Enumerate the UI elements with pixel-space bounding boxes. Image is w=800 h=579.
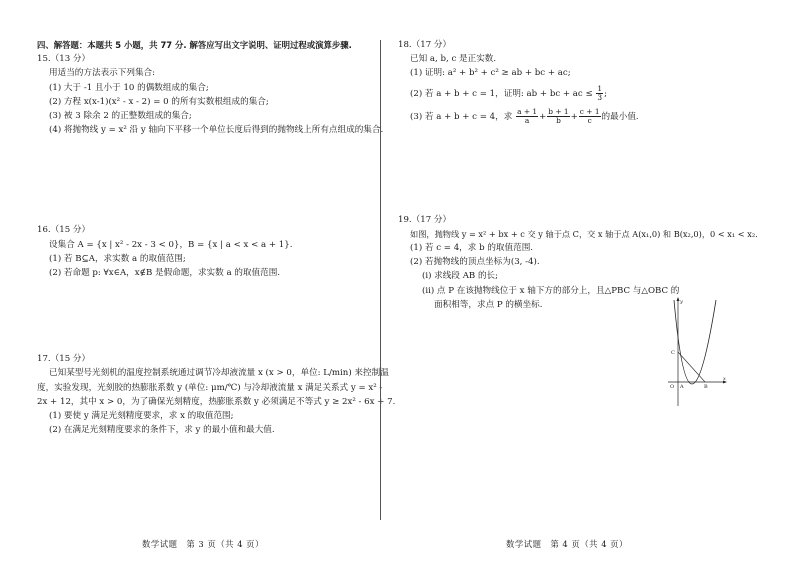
question-15 — [37, 52, 384, 137]
q18-item-2-suffix: ; — [604, 88, 608, 99]
q18-item-2-fraction — [596, 85, 603, 102]
column-divider — [380, 40, 381, 520]
q17-number: 17.（15 分） — [37, 354, 91, 365]
q15-item-2: (2) 方程 x(x-1)(x² - x - 2) = 0 的所有实数根组成的集合; — [49, 96, 269, 107]
fraction-denominator: c — [587, 115, 592, 125]
label-b: B — [704, 384, 708, 390]
fraction-denominator: a — [524, 115, 530, 125]
q16-item-2: (2) 若命题 p: ∀x∈A，x∉B 是假命题，求实数 a 的取值范围. — [49, 268, 281, 279]
q15-intro: 用适当的方法表示下列集合: — [49, 68, 156, 79]
question-16 — [37, 223, 362, 280]
q18-fraction-b — [547, 108, 569, 125]
fraction-denominator: b — [556, 115, 561, 125]
q19-item-1: (1) 若 c = 4，求 b 的取值范围. — [410, 243, 534, 254]
label-a: A — [680, 384, 684, 390]
q15-number: 15.（13 分） — [37, 54, 91, 65]
label-c: C — [671, 350, 675, 356]
fraction-denominator: 3 — [597, 92, 603, 102]
q18-intro: 已知 a, b, c 是正实数. — [410, 54, 497, 65]
fraction-numerator: c + 1 — [579, 106, 600, 116]
left-column — [37, 38, 396, 437]
q18-fraction-c — [579, 108, 601, 125]
fraction-numerator: 1 — [597, 83, 603, 93]
segment-bc — [678, 352, 705, 382]
q18-fraction-a — [516, 108, 538, 125]
footer-page-3: 数学试题 第 3 页（共 4 页） — [142, 539, 264, 549]
section-header: 四、解答题：本题共 5 小题，共 77 分. 解答应写出文字说明、证明过程或演算步骤. — [37, 40, 352, 50]
q19-sub-2-line-2: 面积相等，求点 P 的横坐标. — [434, 299, 543, 310]
q17-text-line-2: 度，实验发现，光刻胶的热膨胀系数 y (单位: μm/℃) 与冷却液流量 x 满足关系式 y = x² - — [37, 382, 383, 393]
q19-sub-1: (ⅰ) 求线段 AB 的长; — [422, 271, 499, 282]
q16-number: 16.（15 分） — [37, 225, 91, 236]
q15-item-3: (3) 被 3 除余 2 的正整数组成的集合; — [49, 111, 192, 122]
label-y: y — [680, 299, 683, 305]
q17-text-line-3: 2x + 12，其中 x > 0，为了确保光刻精度，热膨胀系数 y 必须满足不等式 y ≥ 2x² - 6x + 7. — [37, 396, 396, 407]
right-column — [398, 38, 758, 312]
q18-item-3: (3) 若 a + b + c = 4，求 $\frac{a + 1}{a}$ + $\frac{b + 1}{b}$ + $\frac{c + 1}{c}$ 的最小值. — [410, 106, 639, 125]
q19-item-2: (2) 若抛物线的顶点坐标为(3, -4). — [410, 257, 540, 268]
q19-sub-2-line-1: (ⅱ) 点 P 在该抛物线位于 x 轴下方的部分上，且△PBC 与△OBC 的 — [422, 285, 680, 296]
q15-item-1: (1) 大于 -1 且小于 10 的偶数组成的集合; — [49, 82, 209, 93]
q17-item-1: (1) 要使 y 满足光刻精度要求，求 x 的取值范围; — [49, 411, 234, 422]
q18-item-1: (1) 证明: a² + b² + c² ≥ ab + bc + ac; — [410, 68, 571, 79]
q18-item-3-prefix: (3) 若 a + b + c = 4，求 — [410, 111, 513, 122]
q18-item-2-prefix: (2) 若 a + b + c = 1，证明: ab + bc + ac ≤ — [410, 88, 593, 99]
q15-item-4: (4) 将抛物线 y = x² 沿 y 轴向下平移一个单位长度后得到的抛物线上所有点组成的集合. — [49, 125, 384, 136]
q17-text-line-1: 已知某型号光刻机的温度控制系统通过调节冷却液流量 x (x > 0，单位: L/min) 来控制温 — [49, 368, 389, 379]
question-18 — [398, 38, 728, 125]
fraction-numerator: b + 1 — [548, 106, 569, 116]
footer-page-4: 数学试题 第 4 页（共 4 页） — [506, 539, 628, 549]
parabola-figure — [668, 296, 728, 408]
fraction-numerator: a + 1 — [517, 106, 538, 116]
q17-item-2: (2) 在满足光刻精度要求的条件下，求 y 的最小值和最大值. — [49, 425, 275, 436]
q18-number: 18.（17 分） — [398, 40, 452, 50]
label-o: O — [670, 384, 675, 390]
q16-item-1: (1) 若 B⊆A，求实数 a 的取值范围; — [49, 253, 186, 264]
q16-intro: 设集合 A = {x | x² - 2x - 3 < 0}，B = {x | a < x < a + 1}. — [49, 239, 293, 250]
label-x: x — [723, 376, 726, 382]
parabola-curve — [674, 300, 716, 384]
question-17 — [37, 352, 396, 437]
q19-number: 19.（17 分） — [398, 214, 452, 225]
q19-text-1: 如图，抛物线 y = x² + bx + c 交 y 轴于点 C，交 x 轴于点 A(x₁,0) 和 B(x₂,0)，0 < x₁ < x₂. — [410, 228, 758, 239]
q18-item-3-suffix: 的最小值. — [601, 111, 639, 122]
q18-item-2 — [398, 85, 728, 102]
